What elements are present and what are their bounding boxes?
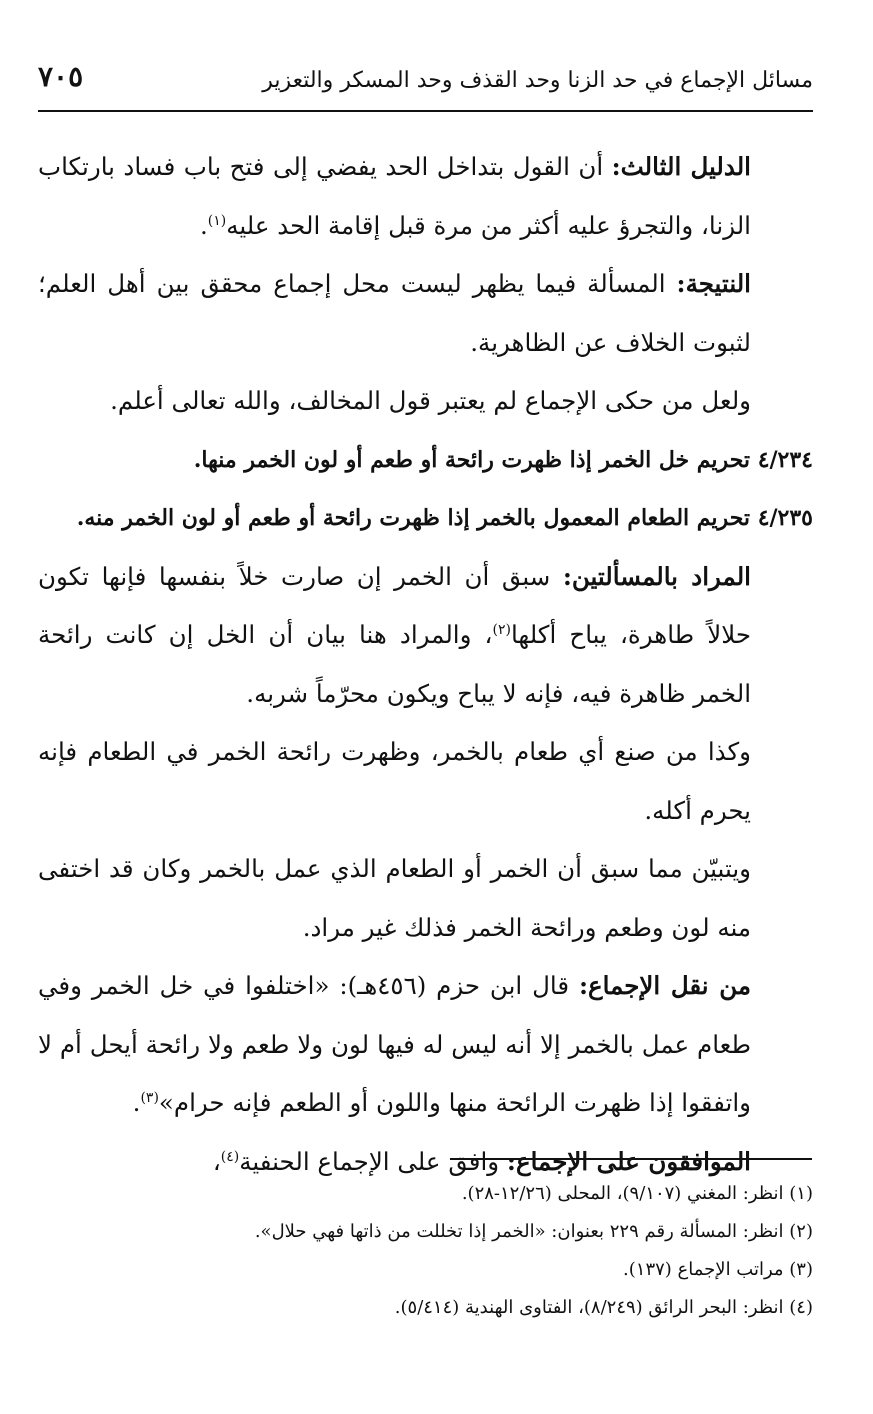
paragraph-lead: من نقل الإجماع: [578,971,751,1000]
footnotes [38,1175,813,1327]
footnote-3: (٣) مراتب الإجماع (١٣٧). [623,1259,813,1280]
paragraph-third-evidence [38,138,813,255]
main-text [38,138,813,1191]
section-heading-4-235: ٤/٢٣٥ تحريم الطعام المعمول بالخمر إذا ظهرت رائحة أو طعم أو لون الخمر منه. [76,505,813,531]
footnote-separator [450,1158,812,1160]
paragraph-clarification [38,840,813,957]
footnote-4: (٤) انظر: البحر الرائق (٨/٢٤٩)، الفتاوى الهندية (٥/٤١٤). [394,1297,813,1318]
footnote-2: (٢) انظر: المسألة رقم ٢٢٩ بعنوان: «الخمر إذا تخللت من ذاتها فهي حلال». [254,1221,813,1242]
paragraph-lead: الدليل الثالث: [611,152,751,181]
paragraph-text-end: ، [212,1146,221,1176]
paragraph-text: المسألة فيما يظهر ليست محل إجماع محقق بين أهل العلم؛ لثبوت الخلاف عن الظاهرية. [38,269,751,357]
paragraph-closing-remark [38,372,813,431]
paragraph-text-end: ، والمراد هنا بيان أن الخل إن كانت رائحة الخمر ظاهرة فيه، فإنه لا يباح ويكون محرّماً شربه. [38,620,751,708]
paragraph-consensus-report [38,957,813,1133]
footnote-marker: (٢) [492,621,511,638]
page-number: ٧٠٥ [38,60,84,93]
paragraph-text: أن القول بتداخل الحد يفضي إلى فتح باب فساد بارتكاب الزنا، والتجرؤ عليه أكثر من مرة قبل إقامة الحد عليه [38,152,751,240]
paragraph-text: سبق أن الخمر إن صارت خلاً بنفسها فإنها تكون حلالاً طاهرة، يباح أكلها [38,561,752,649]
paragraph-text-end: . [132,1088,141,1117]
page-header [38,58,813,112]
paragraph-text: وافق على الإجماع الحنفية [239,1146,507,1176]
paragraph-lead: النتيجة: [676,269,751,298]
paragraph-meaning [38,548,813,724]
footnote-1: (١) انظر: المغني (٩/١٠٧)، المحلى (١٢/٢٦-٢٨). [461,1183,813,1204]
paragraph-text: وكذا من صنع أي طعام بالخمر، وظهرت رائحة الخمر في الطعام فإنه يحرم أكله. [38,737,751,825]
running-title: مسائل الإجماع في حد الزنا وحد القذف وحد المسكر والتعزير [262,68,813,93]
paragraph-text: ولعل من حكى الإجماع لم يعتبر قول المخالف، والله تعالى أعلم. [110,386,751,415]
paragraph-lead: المراد بالمسألتين: [562,561,751,591]
section-heading-4-234: ٤/٢٣٤ تحريم خل الخمر إذا ظهرت رائحة أو طعم أو لون الخمر منها. [193,446,813,473]
footnote-marker: (٣) [140,1089,159,1106]
footnote-marker: (١) [207,212,227,229]
paragraph-lead: الموافقون على الإجماع: [506,1146,751,1176]
paragraph-result [38,255,813,372]
footnote-marker: (٤) [220,1148,240,1165]
paragraph-food [38,723,813,840]
paragraph-text: قال ابن حزم (٤٥٦هـ): «اختلفوا في خل الخمر وفي طعام عمل بالخمر إلا أنه ليس له فيها لون ولا طعم ولا رائحة أيحل أم لا واتفقوا إذا ظهرت الرائحة منها واللون أو الطعم فإنه حرام» [38,971,751,1117]
paragraph-text-end: . [200,210,208,240]
paragraph-text: ويتبيّن مما سبق أن الخمر أو الطعام الذي عمل بالخمر وكان قد اختفى منه لون وطعم ورائحة الخمر فذلك غير مراد. [38,854,751,942]
